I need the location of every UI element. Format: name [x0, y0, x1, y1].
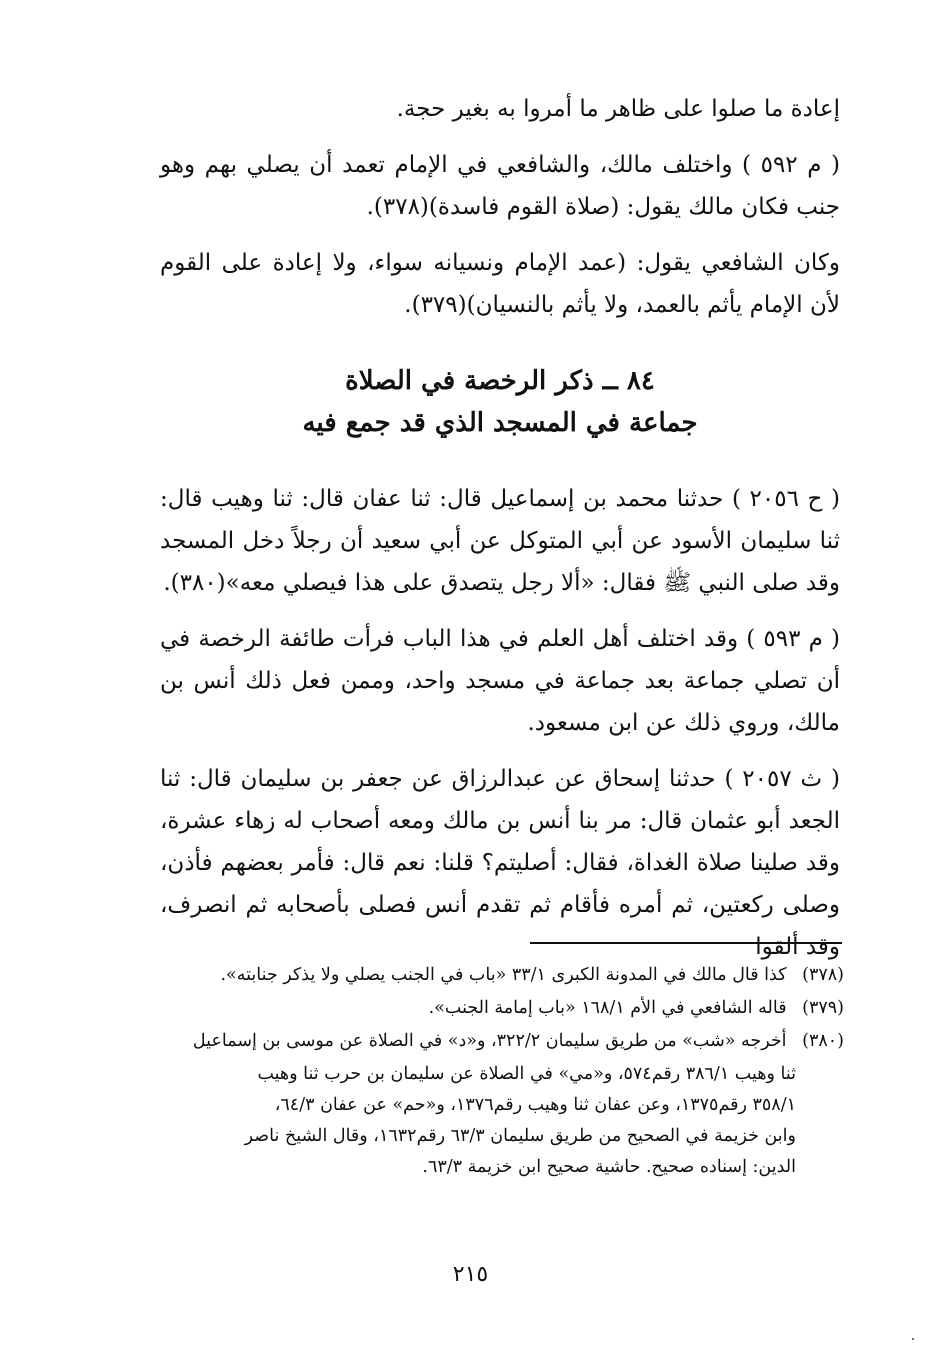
footnote-380-line: وابن خزيمة في الصحيح من طريق سليمان ٦٣/٣ رقم١٦٣٢، وقال الشيخ ناصر [244, 1126, 796, 1146]
footnote-379 [160, 993, 844, 1024]
paragraph-shafii-view: وكان الشافعي يقول: (عمد الإمام ونسيانه سواء، ولا إعادة على القوم لأن الإمام يأثم بالعمد، ولا يأثم بالنسيان)(٣٧٩). [160, 250, 840, 318]
footnote-number: (٣٧٨) [802, 965, 844, 985]
paragraph-continuation: إعادة ما صلوا على ظاهر ما أمروا به بغير حجة. [396, 96, 840, 122]
footnote-380-line: الدين: إسناده صحيح. حاشية صحيح ابن خزيمة ٦٣/٣. [422, 1157, 796, 1177]
footnote-text: كذا قال مالك في المدونة الكبرى ٣٣/١ «باب في الجنب يصلي ولا يذكر جنابته». [220, 965, 787, 985]
page-number: ٢١٥ [452, 1262, 489, 1287]
section-heading-line2: جماعة في المسجد الذي قد جمع فيه [302, 408, 698, 438]
footnote-380 [160, 1026, 844, 1057]
section-heading-line1: ٨٤ ــ ذكر الرخصة في الصلاة [345, 366, 655, 396]
footnote-text: أخرجه «شب» من طريق سليمان ٣٢٢/٢، و«د» في الصلاة عن موسى بن إسماعيل [192, 1031, 787, 1051]
footnote-380-line: ثنا وهيب ٣٨٦/١ رقم٥٧٤، و«مي» في الصلاة عن سليمان بن حرب ثنا وهيب [257, 1064, 796, 1084]
paragraph-h2056: ( ح ٢٠٥٦ ) حدثنا محمد بن إسماعيل قال: ثنا عفان قال: ثنا وهيب قال: ثنا سليمان الأسود عن أبي المتوكل عن أبي سعيد أن رجلاً دخل المسجد وقد صلى النبي ﷺ فقال: «ألا رجل يتصدق على هذا فيصلي معه»(٣٨٠). [160, 486, 840, 596]
footnote-number: (٣٨٠) [802, 1031, 844, 1051]
paragraph-m592: ( م ٥٩٢ ) واختلف مالك، والشافعي في الإمام تعمد أن يصلي بهم وهو جنب فكان مالك يقول: (صلاة القوم فاسدة)(٣٧٨). [160, 152, 840, 220]
paragraph-m593: ( م ٥٩٣ ) وقد اختلف أهل العلم في هذا الباب فرأت طائفة الرخصة في أن تصلي جماعة بعد جماعة في مسجد واحد، وممن فعل ذلك أنس بن مالك، وروي ذلك عن ابن مسعود. [160, 626, 840, 736]
section-heading [160, 360, 840, 444]
footnote-378 [160, 960, 844, 991]
paragraph-th2057: ( ث ٢٠٥٧ ) حدثنا إسحاق عن عبدالرزاق عن جعفر بن سليمان قال: ثنا الجعد أبو عثمان قال: مر بنا أنس بن مالك ومعه أصحاب له زهاء عشرة، وقد صلينا صلاة الغداة، فقال: أصليتم؟ قلنا: نعم قال: فأمر بعضهم فأذن، وصلى ركعتين، ثم أمره فأقام ثم تقدم أنس فصلى بأصحابه ثم انصرف، وقد ألقوا [160, 766, 840, 960]
footnote-text: قاله الشافعي في الأم ١٦٨/١ «باب إمامة الجنب». [428, 998, 787, 1018]
scan-speck [912, 1338, 914, 1340]
footnote-separator [530, 942, 842, 944]
main-text [160, 88, 840, 982]
footnotes [160, 958, 844, 1183]
footnote-number: (٣٧٩) [802, 998, 844, 1018]
footnote-380-line: ٣٥٨/١ رقم١٣٧٥، وعن عفان ثنا وهيب رقم١٣٧٦، و«حم» عن عفان ٦٤/٣، [274, 1095, 796, 1115]
